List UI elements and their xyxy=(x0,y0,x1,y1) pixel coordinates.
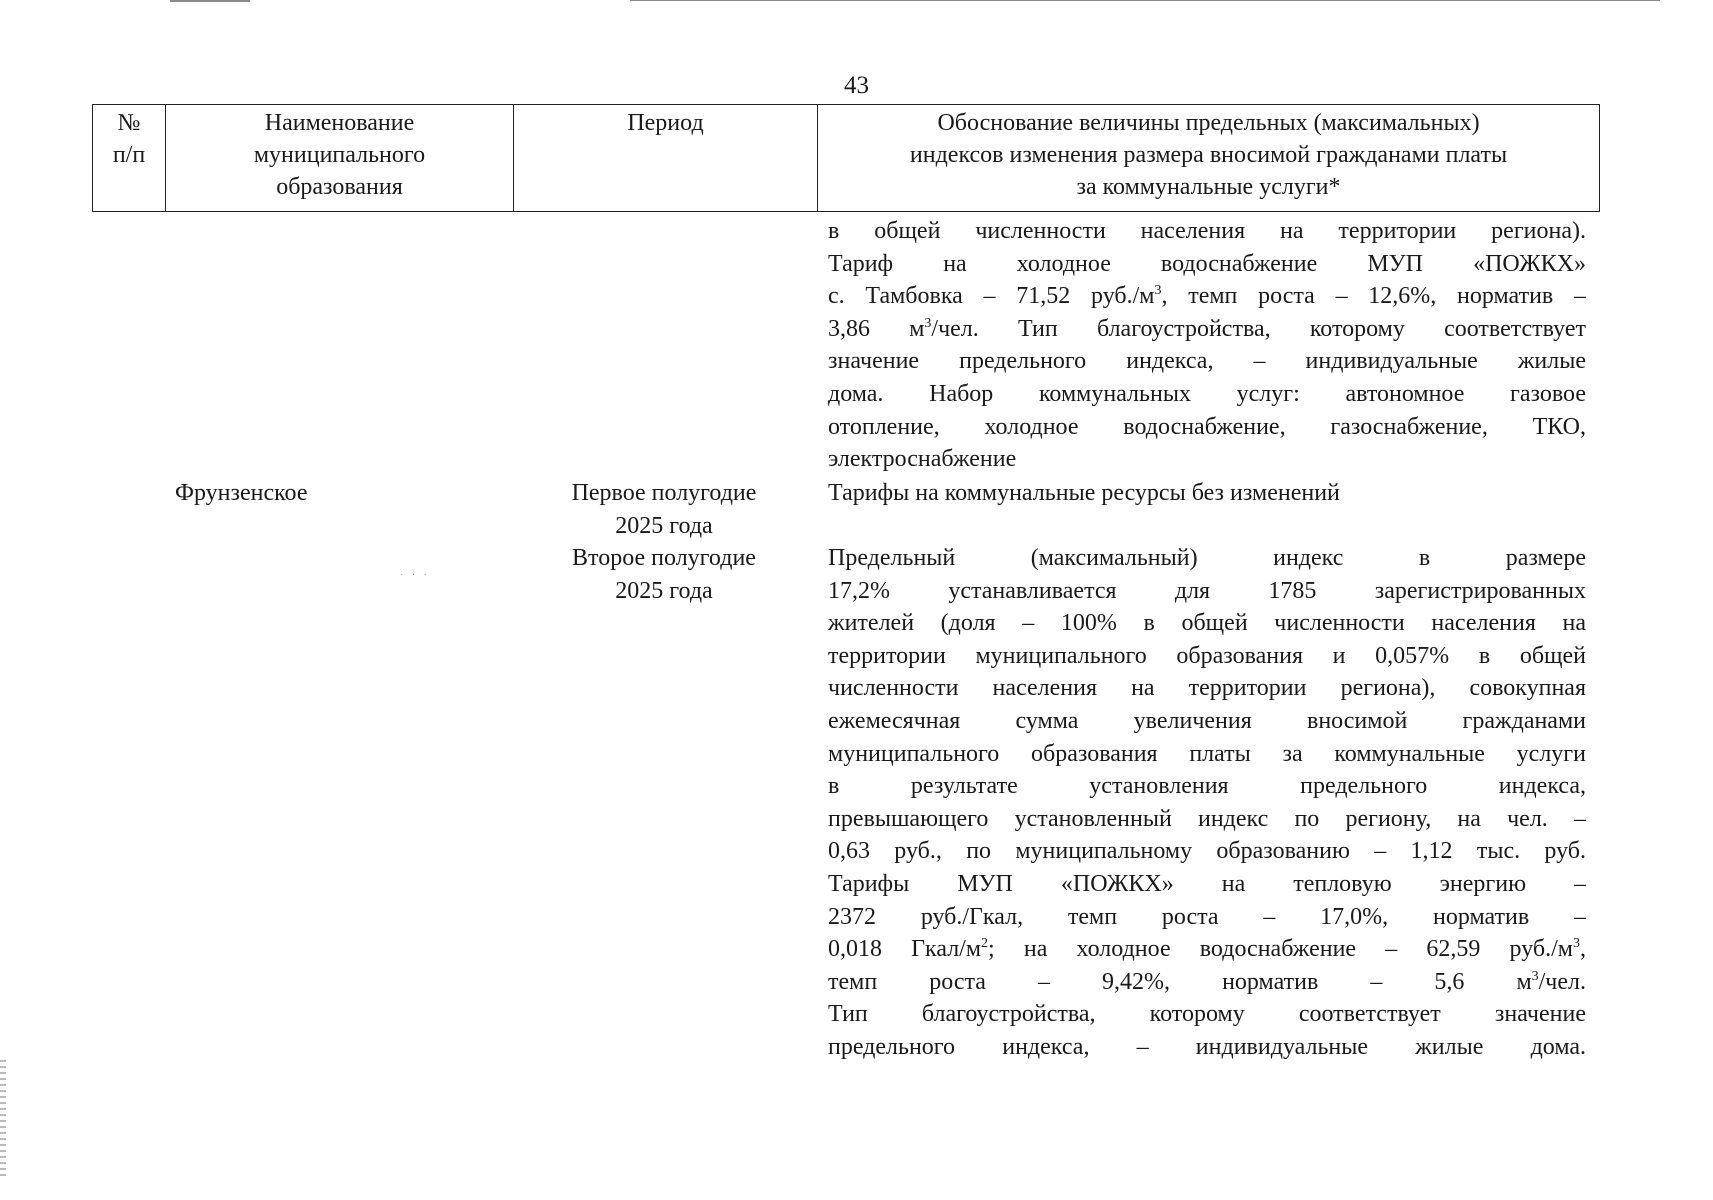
header-col-period: Период xyxy=(513,105,817,211)
period-first-half: Первое полугодие 2025 года xyxy=(571,480,757,539)
header-col-number: № п/п xyxy=(112,110,146,168)
continuation-text: в общей численности населения на территории региона). Тариф на холодное водоснабжение МУП «ПОЖКХ» с. Тамбовка – 71,52 $руб./м^3$, темп роста – 12,6%, норматив – 3,86 $м^3$/чел. Тип благоустройства, которому соответствует значение предельного индекса, – индивидуальные жилые дома. Набор коммунальных услуг: автономное газовое отопление, холодное водоснабжение, газоснабжение, ТКО, электроснабжение xyxy=(828,218,1586,473)
period-first-half-text: Тарифы на коммунальные ресурсы без изменений xyxy=(828,480,1340,506)
scan-edge-line xyxy=(630,0,1660,1)
header-col-municipality: Наименование муниципального образования xyxy=(165,105,513,211)
period-second-half-text: Предельный (максимальный) индекс в размере 17,2% устанавливается для 1785 зарегистрированных жителей (доля – 100% в общей численности населения на территории муниципального образования и 0,057% в общей численности населения на территории региона), совокупная ежемесячная сумма увеличения вносимой гражданами муниципального образования платы за коммунальные услуги в результате установления предельного индекса, превышающего установленный индекс по региону, на чел. – 0,63 руб., по муниципальному образованию – 1,12 тыс. руб. Тарифы МУП «ПОЖКХ» на тепловую энергию – 2372 руб./Гкал, темп роста – 17,0%, норматив – 0,018 Гкал/$м^2$; на холодное водоснабжение – 62,59 $руб./м^3$, темп роста – 9,42%, норматив – 5,6 $м^3$/чел. Тип благоустройства, которому соответствует значение предельного индекса, – индивидуальные жилые дома. xyxy=(828,545,1586,1060)
scan-edge-noise xyxy=(0,1060,6,1180)
scan-edge-line xyxy=(170,0,250,2)
page-number: 43 xyxy=(844,72,869,99)
header-col-justification: Обоснование величины предельных (максимальных) индексов изменения размера вносимой гражданами платы за коммунальные услуги* xyxy=(817,105,1599,211)
period-second-half: Второе полугодие 2025 года xyxy=(572,545,756,604)
table-header xyxy=(92,104,1600,212)
municipality-name: Фрунзенское xyxy=(175,480,308,506)
scan-specks: · · · xyxy=(400,570,430,581)
